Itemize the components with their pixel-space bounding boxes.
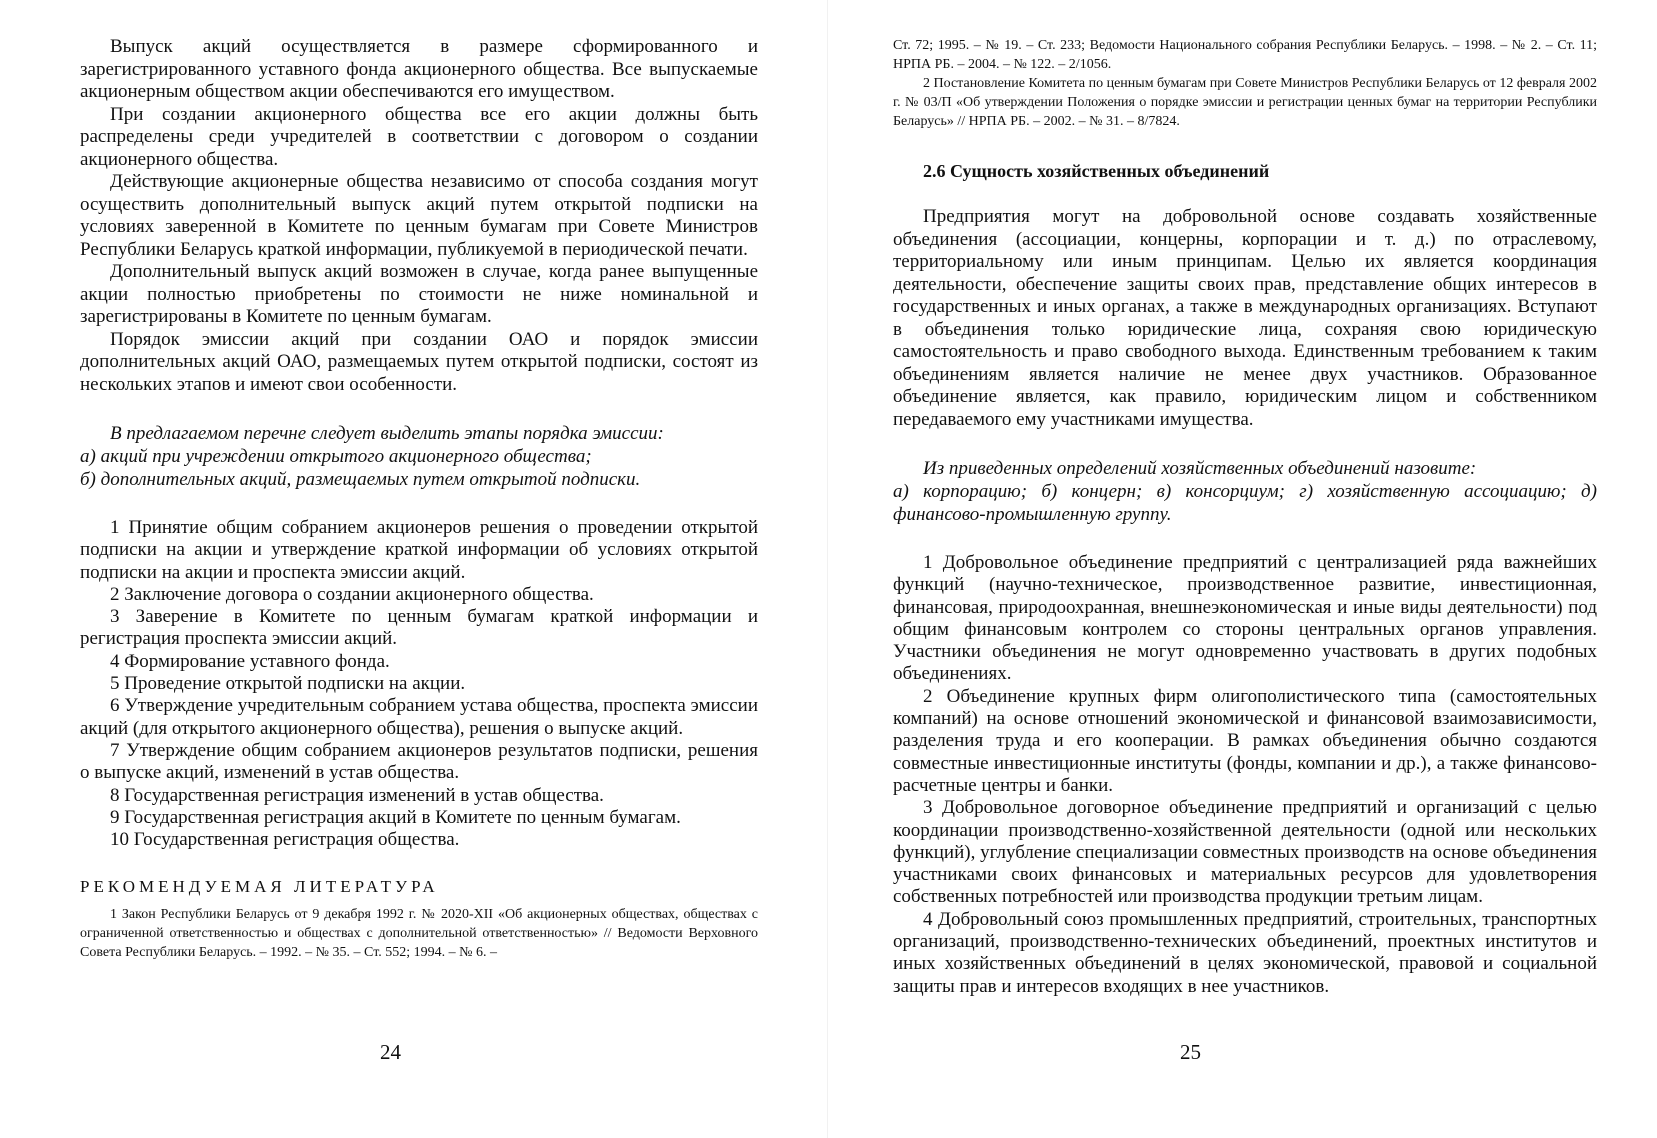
list-item: 7 Утверждение общим собранием акционеров результатов подписки, решения о выпуске акций, изменений в устав общества. [80, 739, 758, 784]
task-prompt: В предлагаемом перечне следует выделить этапы порядка эмиссии: [110, 423, 664, 444]
list-item: 1 Добровольное объединение предприятий с централизацией ряда важнейших функций (научно-техническое, производственное развитие, инвестиционная, финансовая, природоохранная, внешнеэкономическая и иные виды деятельности) под общим финансовым контролем со стороны центральных органов управления. Участники объединения не могут одновременно участвовать в других подобных объединениях. [893, 552, 1597, 685]
paragraph: Дополнительный выпуск акций возможен в случае, когда ранее выпущенные акции полностью приобретены по стоимости не ниже номинальной и зарегистрированы в Комитете по ценным бумагам. [80, 261, 758, 327]
task-option: а) корпорацию; б) концерн; в) консорциум; г) хозяйственную ассоциацию; д) финансово-промышленную группу. [893, 481, 1597, 525]
task-option: б) дополнительных акций, размещаемых путем открытой подписки. [80, 469, 641, 490]
footnote: 1 Закон Республики Беларусь от 9 декабря 1992 г. № 2020-XII «Об акционерных обществах, обществах с ограниченной ответственностью и обществах с дополнительной ответственностью» // Ведомости Верховного Совета Республики Беларусь. – 1992. – № 35. – Ст. 552; 1994. – № 6. – [80, 907, 758, 961]
left-page [0, 0, 828, 1138]
list-item: 4 Формирование уставного фонда. [110, 650, 390, 672]
list-item: 2 Заключение договора о создании акционерного общества. [110, 583, 594, 605]
page-number: 24 [380, 1040, 401, 1064]
list-item: 3 Заверение в Комитете по ценным бумагам краткой информации и регистрация проспекта эмиссии акций. [80, 606, 758, 650]
footnote: 2 Постановление Комитета по ценным бумагам при Совете Министров Республики Беларусь от 12 февраля 2002 г. № 03/П «Об утверждении Положения о порядке эмиссии и регистрации ценных бумаг на территории Республики Беларусь» // НРПА РБ. – 2002. – № 31. – 8/7824. [893, 76, 1597, 129]
list-item: 3 Добровольное договорное объединение предприятий и организаций с целью координации производственно-хозяйственной деятельности (одной или нескольких функций), углубление специализации совместных производств на основе объединения участниками своих финансовых и материальных ресурсов для удовлетворения собственных потребностей или производства продукции третьим лицам. [893, 797, 1597, 908]
literature-heading: РЕКОМЕНДУЕМАЯ ЛИТЕРАТУРА [80, 877, 439, 897]
paragraph: Порядок эмиссии акций при создании ОАО и порядок эмиссии дополнительных акций ОАО, размещаемых путем открытой подписки, состоят из нескольких этапов и имеют свои особенности. [80, 328, 758, 395]
paragraph: При создании акционерного общества все его акции должны быть распределены среди учредителей в соответствии с договором о создании акционерного общества. [80, 103, 758, 170]
task-option: а) акций при учреждении открытого акционерного общества; [80, 446, 592, 467]
task-prompt: Из приведенных определений хозяйственных объединений назовите: [923, 458, 1477, 479]
task-block [893, 457, 1597, 526]
list-item: 2 Объединение крупных фирм олигополистического типа (самостоятельных компаний) на основе отношений экономической и финансовой взаимозависимости, разделения труда и его кооперации. В рамках объединения обычно создаются совместные инвестиционные институты (фонды, компании и др.), а также финансово-расчетные центры и банки. [893, 685, 1597, 796]
footnote-continued: Ст. 72; 1995. – № 19. – Ст. 233; Ведомости Национального собрания Республики Беларусь. – 1998. – № 2. – Ст. 11; НРПА РБ. – 2004. – № 122. – 2/1056. [893, 38, 1597, 72]
list-item: 6 Утверждение учредительным собранием устава общества, проспекта эмиссии акций (для открытого акционерного общества), решения о выпуске акций. [80, 695, 758, 739]
list-item: 10 Государственная регистрация общества. [110, 829, 460, 851]
section-heading: 2.6 Сущность хозяйственных объединений [923, 161, 1270, 181]
page-number: 25 [1180, 1040, 1201, 1064]
definition-list [893, 552, 1597, 998]
list-item: 8 Государственная регистрация изменений в устав общества. [110, 784, 604, 806]
task-block [80, 422, 758, 491]
list-item: 9 Государственная регистрация акций в Комитете по ценным бумагам. [110, 806, 681, 828]
right-page [828, 0, 1657, 1138]
list-item: 4 Добровольный союз промышленных предприятий, строительных, транспортных организаций, производственно-технических объединений, проектных институтов и иных хозяйственных объединений в целях экономической, правовой и социальной защиты прав и интересов входящих в нее участников. [893, 908, 1597, 997]
list-item: 5 Проведение открытой подписки на акции. [110, 673, 466, 695]
stage-list [80, 517, 758, 851]
paragraph: Действующие акционерные общества независимо от способа создания могут осуществить дополнительный выпуск акций путем открытой подписки на условиях заверенной в Комитете по ценным бумагам при Совете Министров Республики Беларусь краткой информации, публикуемой в периодической печати. [80, 171, 758, 260]
list-item: 1 Принятие общим собранием акционеров решения о проведении открытой подписки на акции и утверждение краткой информации об условиях открытой подписки на акции и проспекта эмиссии акций. [80, 517, 758, 583]
paragraph: Выпуск акций осуществляется в размере сформированного и зарегистрированного уставного фонда акционерного общества. Все выпускаемые акционерным обществом акции обеспечиваются его имуществом. [80, 36, 758, 102]
paragraph: Предприятия могут на добровольной основе создавать хозяйственные объединения (ассоциации, концерны, корпорации и т. д.) по отраслевому, территориальному или иным принципам. Целью их является координация деятельности, обеспечение защиты своих прав, представление общих интересов в государственных и иных органах, а также в международных организациях. Вступают в объединения только юридические лица, сохраняя свою юридическую самостоятельность и право свободного выхода. Единственным требованием к таким объединениям является наличие не менее двух участников. Образованное объединение является, как правило, юридическим лицом и собственником передаваемого ему участниками имущества. [893, 206, 1597, 430]
